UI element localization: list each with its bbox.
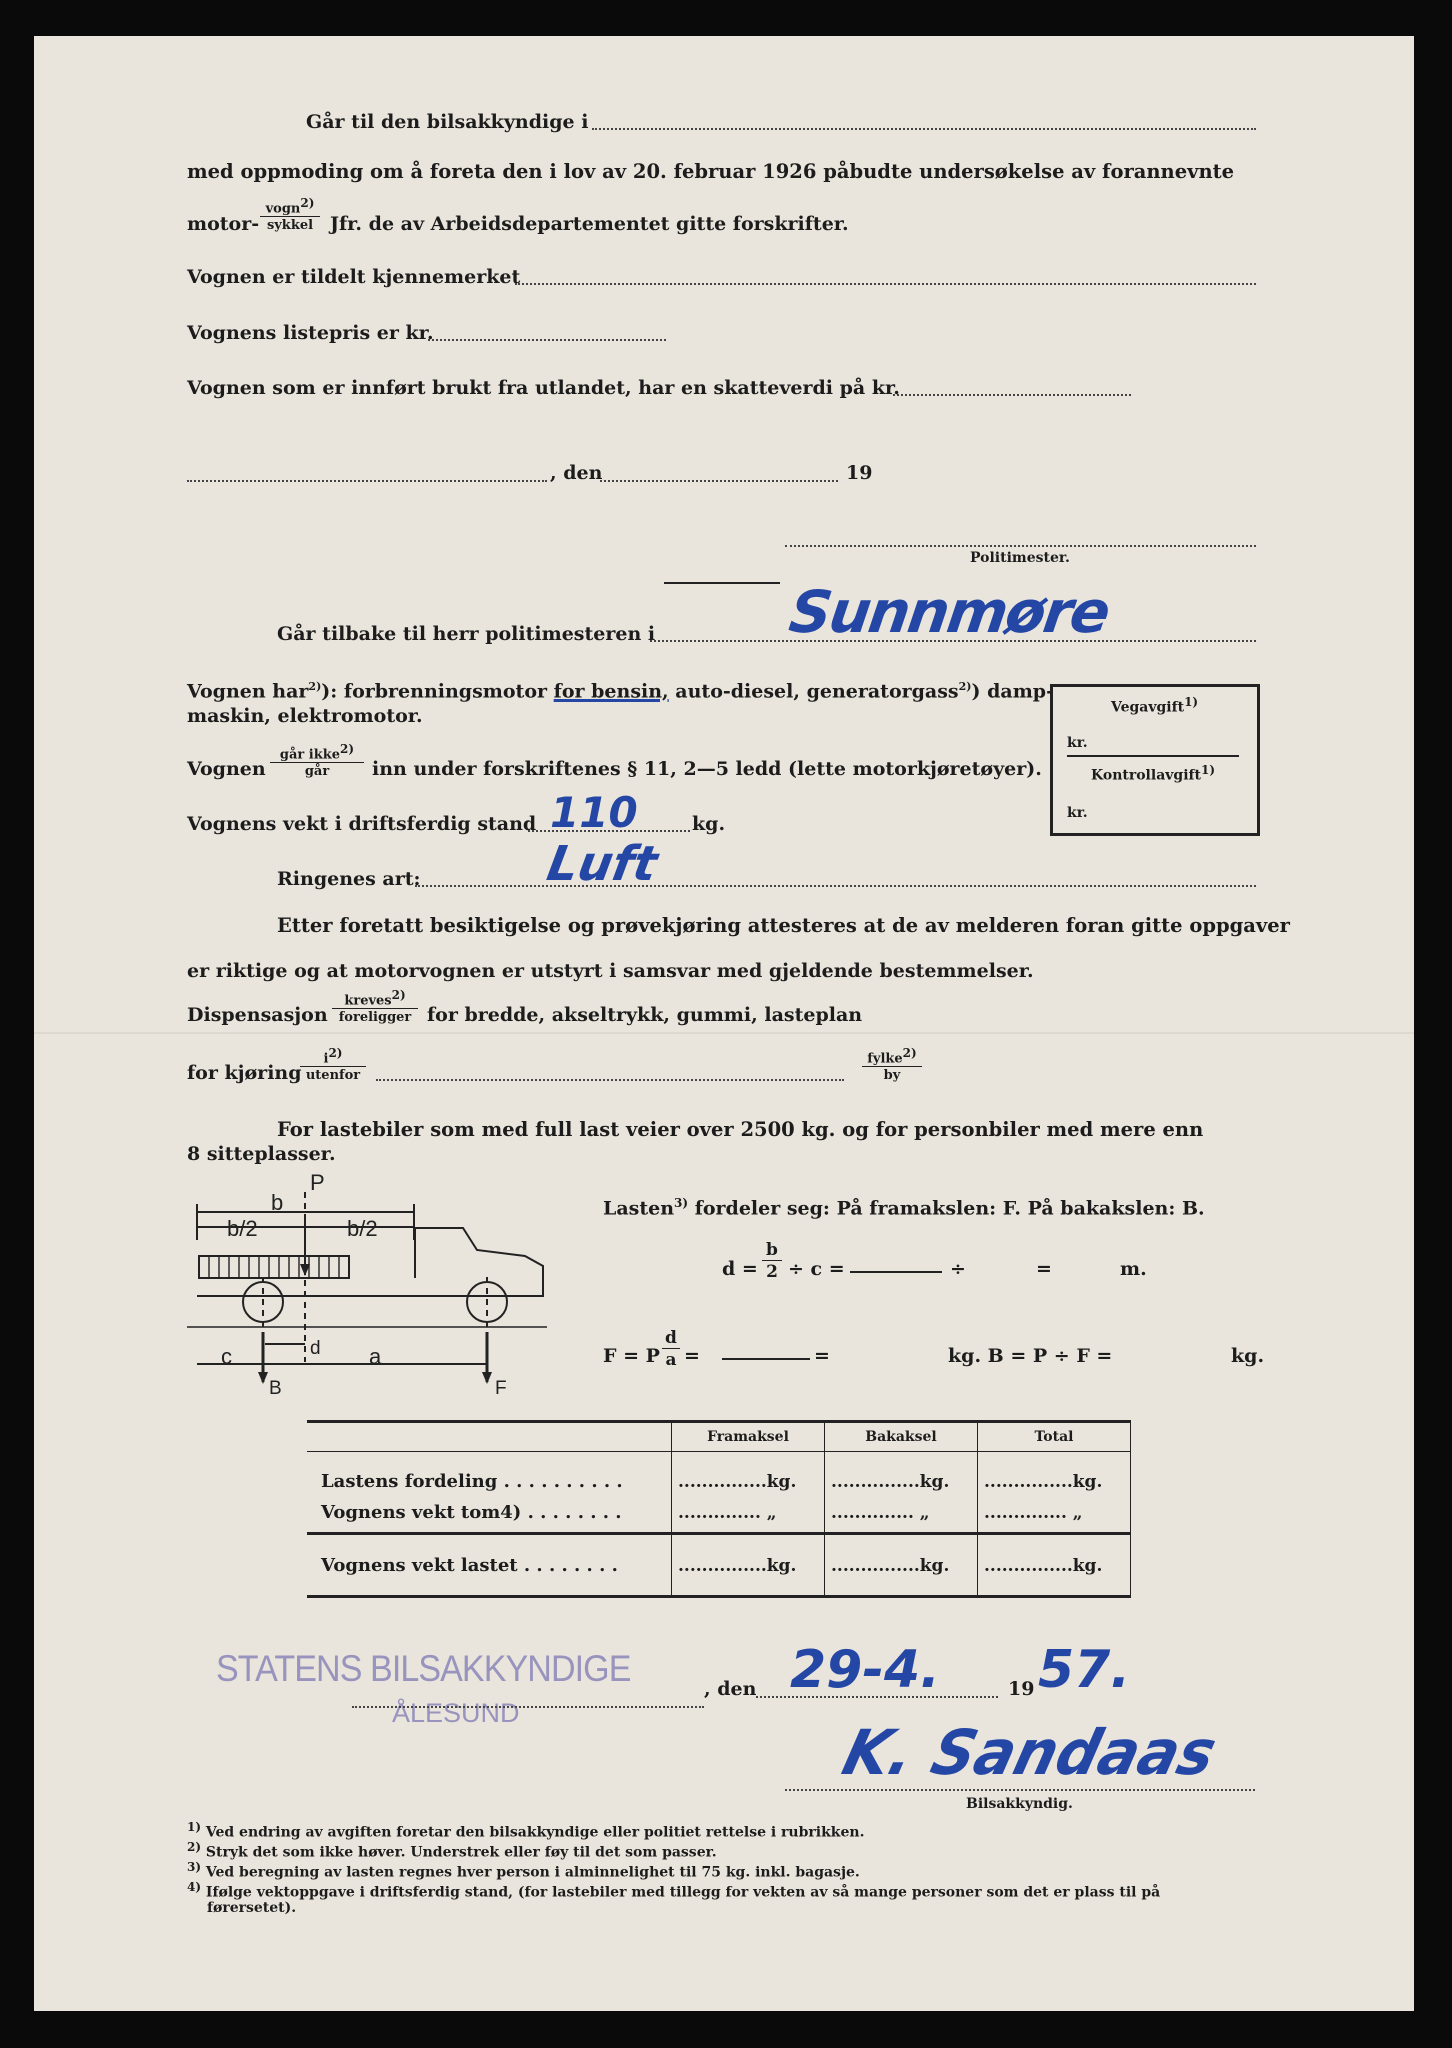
f-formula: F = P: [603, 1345, 660, 1367]
regulations: Jfr. de av Arbeidsdepartementet gitte forskrifter.: [330, 213, 849, 235]
d-over-a: $\frac{d}{a}$: [662, 1328, 680, 1370]
kg-unit: kg.: [1231, 1345, 1265, 1367]
stamp-line-1: STATENS BILSAKKYNDIGE: [216, 1648, 631, 1689]
inspector-signature: K. Sandaas: [835, 1716, 1224, 1789]
label-b-half-right: b/2: [347, 1216, 378, 1241]
col-header: Framaksel: [672, 1422, 825, 1452]
back-to-police-label: Går tilbake til herr politimesteren i: [277, 623, 656, 645]
row-label: Vognens vekt tom4) . . . . . . . .: [307, 1492, 672, 1534]
load-line: Lasten$^{3)}$ fordeler seg: På framakslen: F. På bakakslen: B.: [603, 1196, 1205, 1220]
tyres-label: Ringenes art:: [277, 868, 421, 890]
b-formula: kg. B = P ÷ F =: [948, 1345, 1113, 1367]
table-cell: ...............kg.: [984, 1555, 1103, 1576]
place-line-bottom: [352, 1706, 704, 1708]
for-driving-label: for kjøring: [187, 1062, 302, 1084]
table-header: [307, 1422, 1131, 1452]
inspector-role: Bilsakkyndig.: [966, 1796, 1073, 1812]
footnote-2: $^{2)}$ Stryk det som ikke høver. Understrek eller føy til det som passer.: [187, 1840, 717, 1861]
footnote-1: $^{1)}$ Ved endring av avgiften foretar den bilsakkyndige eller politiet rettelse i rubrikken.: [187, 1820, 865, 1841]
table-cell: ...............kg.: [831, 1555, 950, 1576]
table-cell: ...............kg.: [831, 1472, 950, 1492]
dispensation-label: Dispensasjon: [187, 1004, 328, 1026]
table-cell: .............. „: [984, 1502, 1083, 1523]
place-line[interactable]: [187, 480, 547, 482]
load-distribution-table: [307, 1420, 1131, 1598]
motor-prefix: motor-: [187, 213, 260, 235]
table-cell: .............. „: [678, 1502, 777, 1523]
year-prefix: 19: [846, 462, 873, 484]
d-blank: [850, 1271, 942, 1273]
control-fee-label: Kontrollavgift$^{1)}$: [1091, 763, 1216, 784]
f-blank: [722, 1358, 810, 1360]
footnote-4-cont: førersetet).: [207, 1900, 297, 1916]
goes-to-inspector: Går til den bilsakkyndige i: [306, 111, 589, 133]
date-value: 29-4.: [790, 1640, 940, 1700]
table-cell: ...............kg.: [678, 1555, 797, 1576]
table-row: [307, 1452, 1131, 1493]
trucks-line-1: For lastebiler som med full last veier over 2500 kg. og for personbiler med mere enn: [277, 1118, 1204, 1141]
for-driving-line: [376, 1079, 844, 1081]
road-fee-kr: kr.: [1067, 735, 1088, 751]
vogn-sykkel-fraction: vogn$^{2)}$ sykkel: [260, 196, 320, 233]
label-B: B: [269, 1378, 282, 1399]
import-value-label: Vognen som er innført brukt fra utlandet, har en skatteverdi på kr.: [187, 377, 900, 399]
list-price-line[interactable]: [428, 339, 666, 341]
label-c: c: [221, 1344, 232, 1369]
list-price-label: Vognens listepris er kr.: [187, 322, 434, 344]
police-chief-label: Politimester.: [970, 550, 1070, 566]
plate-line[interactable]: [515, 283, 1256, 285]
attest-line-1: Etter foretatt besiktigelse og prøvekjøring attesteres at de av melderen foran gitte oppgaver: [277, 914, 1290, 937]
label-P: P: [310, 1172, 325, 1195]
weight-kg: kg.: [692, 813, 726, 835]
trucks-line-2: 8 sitteplasser.: [187, 1143, 336, 1165]
i-utenfor-fraction: $i^{2)}$ utenfor: [300, 1046, 366, 1083]
stamp-line-2: ÅLESUND: [392, 1698, 520, 1728]
f-equals: =: [684, 1345, 700, 1367]
label-a: a: [369, 1344, 382, 1369]
engine-line-1: Vognen har$^{2)}$): forbrenningsmotor for bensin, auto-diesel, generatorgass$^{2)}$) damp-: [187, 680, 1054, 703]
attest-line-2: er riktige og at motorvognen er utstyrt i samsvar med gjeldende bestemmelser.: [187, 960, 1034, 982]
gar-fraction: går ikke$^{2)}$ går: [270, 742, 364, 779]
fold-line: [34, 1032, 1414, 1034]
table-row: [307, 1492, 1131, 1534]
equals-sign: =: [1036, 1258, 1052, 1280]
divider: [664, 582, 780, 584]
col-header: Bakaksel: [825, 1422, 978, 1452]
table-cell: ...............kg.: [678, 1472, 797, 1492]
den-bottom: , den: [704, 1678, 757, 1700]
year-prefix-bottom: 19: [1008, 1678, 1035, 1700]
date-line[interactable]: [600, 480, 838, 482]
fee-box: [1050, 684, 1260, 836]
f-equals-2: =: [814, 1345, 830, 1367]
control-fee-kr: kr.: [1067, 805, 1088, 821]
label-b-half-left: b/2: [227, 1216, 258, 1241]
vognen-label: Vognen: [187, 758, 266, 780]
police-signature-line: [785, 545, 1256, 547]
m-unit: m.: [1120, 1258, 1147, 1280]
fee-divider: [1067, 755, 1239, 757]
row-label: Vognens vekt lastet . . . . . . . .: [307, 1534, 672, 1597]
weight-value: 110: [550, 788, 638, 837]
label-d: d: [310, 1338, 321, 1359]
d-formula: d =: [722, 1258, 758, 1280]
row-label: Lastens fordeling . . . . . . . . . .: [307, 1452, 672, 1493]
year-value: 57.: [1038, 1640, 1131, 1700]
truck-diagram: [187, 1172, 557, 1402]
table-row: [307, 1534, 1131, 1597]
b-over-2: $\frac{b}{2}$: [762, 1240, 782, 1282]
den-label: , den: [550, 462, 603, 484]
footnote-4: $^{4)}$ Ifølge vektoppgave i driftsferdig stand, (for lastebiler med tillegg for vekten av så mange personer som det er plass til på: [187, 1880, 1161, 1901]
plate-label: Vognen er tildelt kjennemerket: [187, 266, 521, 288]
load-bed: [199, 1256, 349, 1278]
minus-c: ÷ c =: [788, 1258, 845, 1280]
footnote-3: $^{3)}$ Ved beregning av lasten regnes hver person i alminnelighet til 75 kg. inkl. bagasje.: [187, 1860, 860, 1881]
road-fee-label: Vegavgift$^{1)}$: [1111, 695, 1199, 716]
col-header: Total: [978, 1422, 1131, 1452]
label-F: F: [495, 1378, 507, 1399]
light-vehicles-text: inn under forskriftenes § 11, 2—5 ledd (lette motorkjøretøyer).: [372, 758, 1042, 780]
import-value-line[interactable]: [893, 394, 1131, 396]
signature-line: [785, 1789, 1255, 1791]
truck-cab: [415, 1228, 543, 1296]
weight-label: Vognens vekt i driftsferdig stand: [187, 813, 537, 835]
inspector-line: [592, 128, 1256, 130]
back-to-police-value: Sunnmøre: [785, 578, 1113, 646]
tyres-line: [415, 885, 1256, 887]
dispensation-tail: for bredde, akseltrykk, gummi, lasteplan: [427, 1004, 863, 1026]
table-cell: ...............kg.: [984, 1472, 1103, 1492]
tyres-value: Luft: [543, 836, 662, 892]
engine-line-2: maskin, elektromotor.: [187, 705, 423, 727]
kreves-fraction: kreves$^{2)}$ foreligger: [332, 988, 418, 1025]
fylke-by-fraction: fylke$^{2)}$ by: [862, 1046, 922, 1083]
minus-sign: ÷: [950, 1258, 966, 1280]
table-cell: .............. „: [831, 1502, 930, 1523]
label-b: b: [271, 1190, 284, 1215]
request-line: med oppmoding om å foreta den i lov av 20. februar 1926 påbudte undersøkelse av forannevnte: [187, 160, 1235, 183]
